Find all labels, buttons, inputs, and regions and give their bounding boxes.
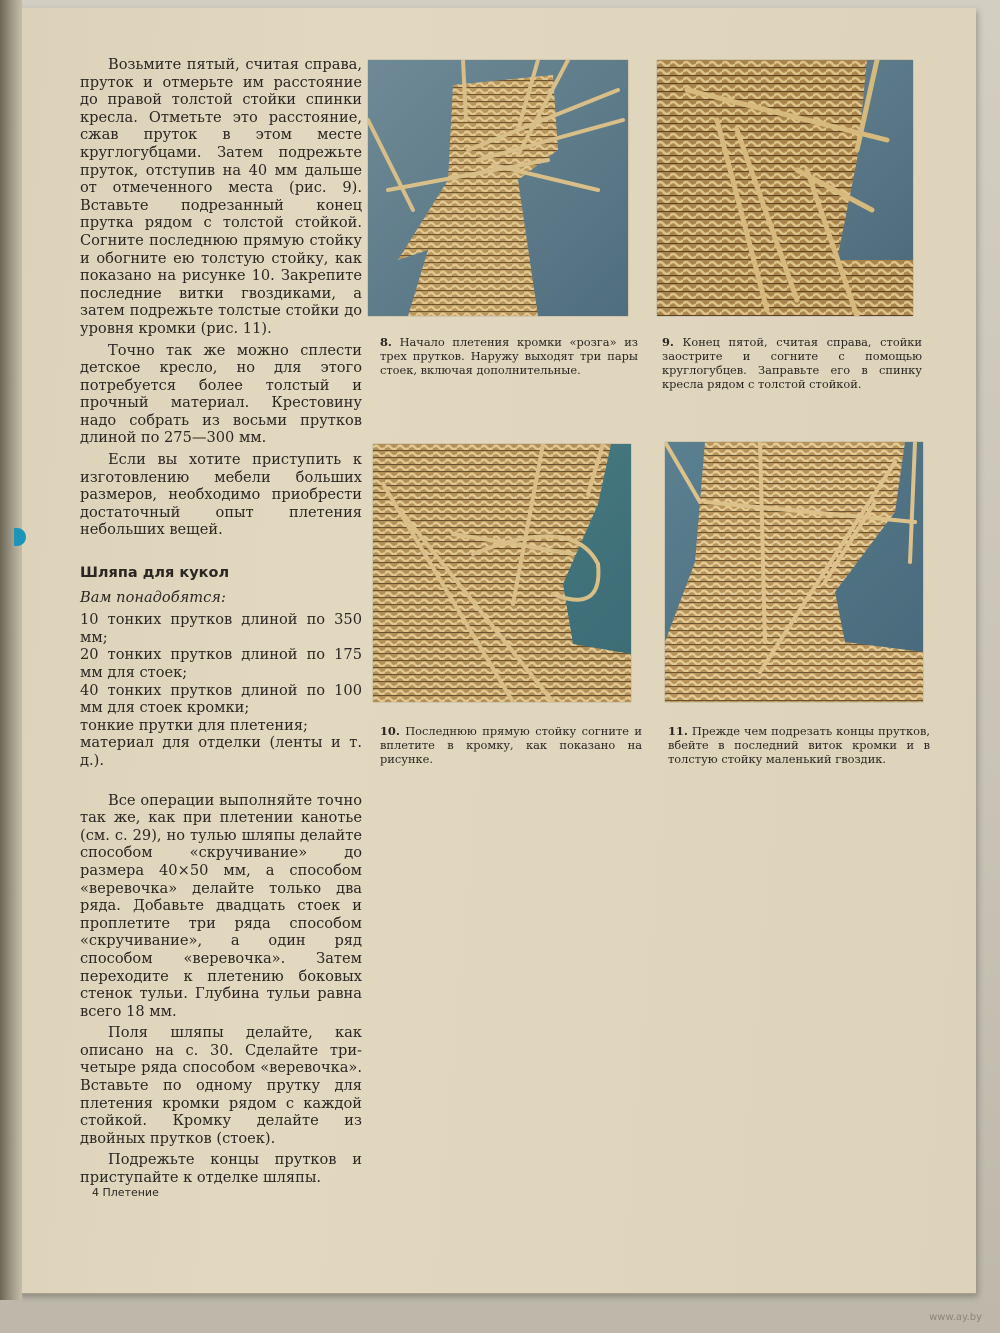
book-spine — [0, 0, 22, 1300]
figure-11-caption — [668, 724, 930, 766]
figure-8-number: 8. — [380, 335, 392, 349]
body-paragraph: Поля шляпы делайте, как описано на с. 30. Сделайте три-четыре ряда способом «веревочка». Вставьте по одному прутку для плетения кромки рядом с каждой стойкой. Кромку делайте из двойных прутков (стоек). — [80, 1024, 362, 1147]
left-text-column — [80, 56, 362, 1187]
figure-9-caption — [662, 335, 922, 391]
body-paragraph: Точно так же можно сплести детское кресло, но для этого потребуется более толстый и прочный материал. Крестовину надо собрать из восьми прутков длиной по 275—300 мм. — [80, 341, 362, 447]
figure-9-number: 9. — [662, 335, 674, 349]
page-footer — [92, 1186, 159, 1199]
body-paragraph: Все операции выполняйте точно так же, как при плетении канотье (см. с. 29), но тулью шляпы делайте способом «скручивание» до размера 40×50 мм, а способом «веревочка» делайте только два ряда. Добавьте двадцать стоек и проплетите три ряда способом «скручивание», а один ряд способом «веревочка». Затем переходите к плетению боковых стенок тульи. Глубина тульи равна всего 18 мм. — [80, 791, 362, 1020]
materials-item: 20 тонких прутков длиной по 175 мм для стоек; — [80, 646, 362, 681]
figure-10-text: Последнюю прямую стойку согните и вплетите в кромку, как показано на рисунке. — [380, 724, 643, 766]
figure-8-text: Начало плетения кромки «розга» из трех прутков. Наружу выходят три пары стоек, включая дополнительные. — [380, 335, 638, 377]
materials-item: 40 тонких прутков длиной по 100 мм для стоек кромки; — [80, 681, 362, 717]
body-paragraph: Если вы хотите приступить к изготовлению мебели больших размеров, необходимо приобрести достаточный опыт плетения небольших вещей. — [80, 451, 362, 539]
figure-9-photo — [657, 60, 913, 316]
figure-8-photo — [368, 60, 628, 316]
materials-heading: Вам понадобятся: — [80, 588, 226, 606]
body-paragraph: Возьмите пятый, считая справа, пруток и отмерьте им расстояние до правой толстой стойки спинки кресла. Отметьте это расстояние, сжав пруток в этом месте круглогубцами. Затем подрежьте пруток, отступив на 40 мм дальше от отмеченного места (рис. 9). Вставьте подрезанный конец прутка рядом с толстой стойкой. Согните последнюю прямую стойку и обогните ею толстую стойку, как показано на рисунке 10. Закрепите последние витки гвоздиками, а затем подрежьте толстые стойки до уровня кромки (рис. 11). — [80, 56, 362, 337]
watermark: www.ay.by — [929, 1312, 982, 1323]
body-paragraph: Подрежьте концы прутков и приступайте к отделке шляпы. — [80, 1151, 362, 1187]
figure-10-photo — [373, 444, 631, 702]
materials-item: тонкие прутки для плетения; — [80, 716, 308, 734]
materials-item: материал для отделки (ленты и т. д.). — [80, 734, 362, 769]
page-number: 4 — [92, 1186, 99, 1199]
figure-10-caption — [380, 724, 642, 766]
figure-9-text: Конец пятой, считая справа, стойки заострите и согните с помощью круглогубцев. Заправьте его в спинку кресла рядом с толстой стойкой. — [662, 335, 922, 391]
footer-section-name: Плетение — [102, 1186, 159, 1199]
materials-item: 10 тонких прутков длиной по 350 мм; — [80, 611, 362, 646]
section-title: Шляпа для кукол — [80, 565, 230, 582]
figure-10-number: 10. — [380, 724, 400, 738]
figure-8-caption — [380, 335, 638, 377]
figure-11-photo — [665, 442, 923, 702]
figure-11-number: 11. — [668, 724, 688, 738]
figure-11-text: Прежде чем подрезать концы прутков, вбейте в последний виток кромки и в толстую стойку маленький гвоздик. — [668, 724, 930, 766]
